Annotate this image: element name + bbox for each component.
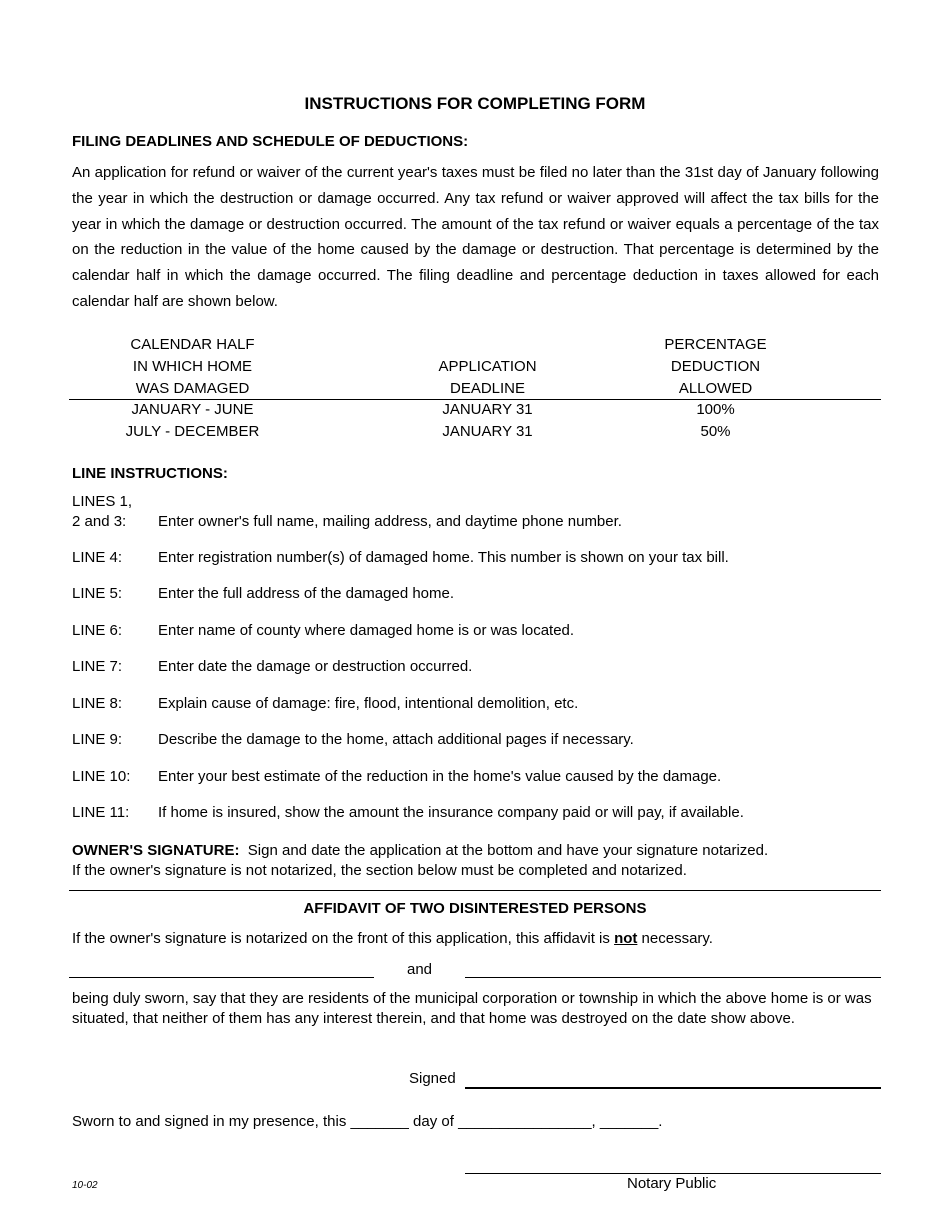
line-label: LINE 6: bbox=[72, 622, 123, 639]
line-label: LINES 1, bbox=[72, 493, 133, 510]
header-line: WAS DAMAGED bbox=[135, 380, 250, 397]
line-label: LINE 5: bbox=[72, 585, 123, 602]
first-person-name-line[interactable] bbox=[69, 977, 374, 978]
header-line: APPLICATION bbox=[438, 358, 537, 375]
table-row: JANUARY - JUNE bbox=[131, 401, 254, 418]
section-divider bbox=[69, 890, 881, 891]
affidavit-sworn-text: being duly sworn, say that they are residents of the municipal corporation or township in which the above home is or was situated, that neither of them has any interest therein, and that home was destroyed on the date show above. bbox=[72, 990, 872, 1027]
line-text: Describe the damage to the home, attach additional pages if necessary. bbox=[158, 731, 634, 748]
header-line: CALENDAR HALF bbox=[130, 336, 255, 353]
filing-paragraph: An application for refund or waiver of the current year's taxes must be filed no later than the 31st day of January following the year in which the destruction or damage occurred. Any tax refund or waiver approved will affect the tax bills for the year in which the damage or destruction occurred. The amount of the tax refund or waiver equals a percentage of the tax on the reduction in the value of the home caused by the damage or destruction. That percentage is determined by the calendar half in which the damage occurred. The filing deadline and percentage deduction in taxes allowed for each calendar half are shown below. bbox=[72, 164, 879, 310]
table-header-calendar-half bbox=[95, 334, 290, 400]
affidavit-intro-text: If the owner's signature is notarized on the front of this application, this affidavit is bbox=[72, 930, 615, 947]
table-row: JULY - DECEMBER bbox=[125, 423, 260, 440]
page-title: INSTRUCTIONS FOR COMPLETING FORM bbox=[304, 94, 646, 113]
header-line: IN WHICH HOME bbox=[132, 358, 253, 375]
affidavit-intro-end: necessary. bbox=[637, 930, 713, 947]
affidavit-not-emphasis: not bbox=[614, 930, 638, 947]
line-text: Enter your best estimate of the reduction in the home's value caused by the damage. bbox=[158, 768, 722, 785]
table-header-percentage bbox=[618, 334, 813, 400]
and-label: and bbox=[407, 961, 433, 978]
line-label: LINE 7: bbox=[72, 658, 123, 675]
sworn-presence-text: Sworn to and signed in my presence, this _______ day of ________________, _______. bbox=[72, 1113, 663, 1130]
second-person-name-line[interactable] bbox=[465, 977, 881, 978]
line-label: 2 and 3: bbox=[72, 513, 127, 530]
line-text: Enter registration number(s) of damaged home. This number is shown on your tax bill. bbox=[158, 549, 729, 566]
header-line: ALLOWED bbox=[678, 380, 753, 397]
line-instructions-heading: LINE INSTRUCTIONS: bbox=[72, 465, 228, 482]
header-line: DEDUCTION bbox=[670, 358, 761, 375]
filing-heading: FILING DEADLINES AND SCHEDULE OF DEDUCTIONS: bbox=[72, 133, 469, 150]
line-label: LINE 8: bbox=[72, 695, 123, 712]
line-text: Enter owner's full name, mailing address, and daytime phone number. bbox=[158, 513, 622, 530]
notary-public-label: Notary Public bbox=[627, 1175, 717, 1192]
form-code: 10-02 bbox=[72, 1180, 98, 1191]
owner-signature-note: If the owner's signature is not notarized, the section below must be completed and notarized. bbox=[72, 862, 687, 879]
line-label: LINE 10: bbox=[72, 768, 131, 785]
line-text: Enter date the damage or destruction occurred. bbox=[158, 658, 473, 675]
affidavit-intro bbox=[72, 930, 713, 947]
line-text: Explain cause of damage: fire, flood, intentional demolition, etc. bbox=[158, 695, 579, 712]
table-cell-deadline: JANUARY 31 bbox=[442, 401, 533, 418]
signed-label: Signed bbox=[409, 1070, 456, 1087]
line-label: LINE 4: bbox=[72, 549, 123, 566]
line-text: If home is insured, show the amount the insurance company paid or will pay, if available. bbox=[158, 804, 744, 821]
table-cell-deadline: JANUARY 31 bbox=[442, 423, 533, 440]
affidavit-heading: AFFIDAVIT OF TWO DISINTERESTED PERSONS bbox=[303, 900, 647, 917]
signed-signature-line[interactable] bbox=[465, 1087, 881, 1089]
table-header-application-deadline bbox=[390, 356, 585, 400]
owner-signature-text: Sign and date the application at the bottom and have your signature notarized. bbox=[239, 842, 769, 859]
line-label: LINE 9: bbox=[72, 731, 123, 748]
header-line: DEADLINE bbox=[449, 380, 526, 397]
table-cell-percent: 100% bbox=[696, 401, 735, 418]
notary-signature-line[interactable] bbox=[465, 1173, 881, 1174]
header-line: PERCENTAGE bbox=[664, 336, 767, 353]
line-text: Enter name of county where damaged home is or was located. bbox=[158, 622, 575, 639]
owner-signature-instructions bbox=[72, 842, 768, 859]
table-cell-percent: 50% bbox=[700, 423, 731, 440]
line-label: LINE 11: bbox=[72, 804, 130, 821]
line-text: Enter the full address of the damaged home. bbox=[158, 585, 455, 602]
owner-signature-label: OWNER'S SIGNATURE: bbox=[72, 842, 240, 859]
